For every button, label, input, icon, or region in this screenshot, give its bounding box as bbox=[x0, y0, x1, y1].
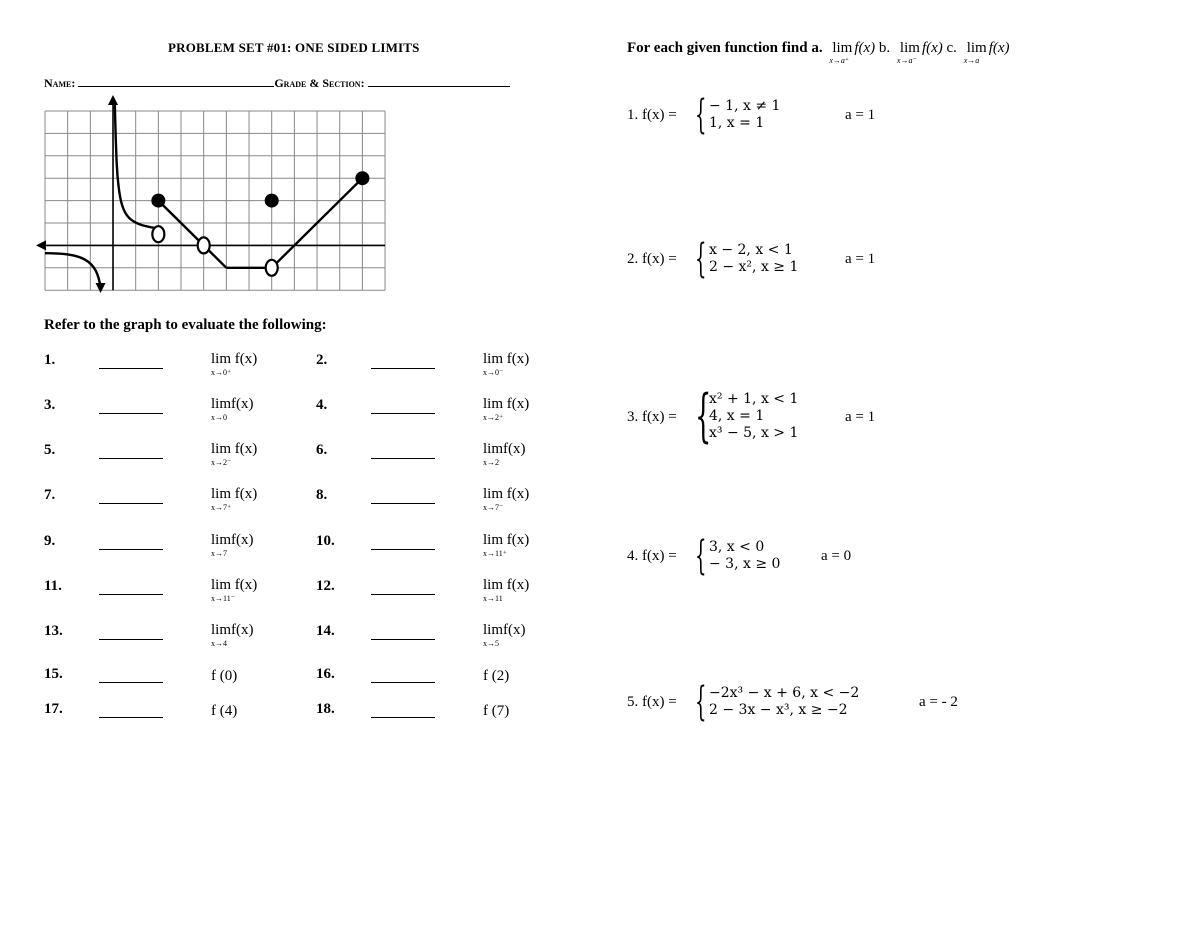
piecewise-function-1 bbox=[627, 92, 987, 138]
limit-subscript: x→2⁻ bbox=[211, 458, 232, 467]
a-value: a = 1 bbox=[845, 251, 876, 267]
c-label: c. bbox=[946, 40, 957, 56]
grade-section-label: Grade & Section: bbox=[274, 76, 365, 90]
function-case: 2 − 3x − x³, x ≥ −2 bbox=[709, 702, 848, 718]
limit-subscript: x→11 bbox=[483, 594, 503, 603]
open-point bbox=[266, 260, 278, 276]
piecewise-function-2 bbox=[627, 236, 987, 282]
problem-number: 2. bbox=[316, 352, 328, 368]
function-case: 1, x = 1 bbox=[709, 115, 765, 131]
piecewise-function-3 bbox=[627, 383, 987, 449]
right-heading-text: For each given function find a. bbox=[627, 40, 823, 56]
problem-number: 1. bbox=[44, 352, 56, 368]
limit-expression bbox=[483, 622, 526, 648]
answer-blank[interactable] bbox=[371, 503, 435, 504]
problem-number: 13. bbox=[44, 623, 63, 639]
right-heading bbox=[627, 40, 1010, 65]
name-grade-row bbox=[44, 76, 510, 91]
piecewise-brace: { bbox=[695, 533, 707, 579]
function-case: 4, x = 1 bbox=[709, 408, 765, 424]
answer-blank[interactable] bbox=[99, 458, 163, 459]
expression-text: limf(x) bbox=[211, 396, 254, 412]
expression-text: limf(x) bbox=[483, 622, 526, 638]
closed-point bbox=[355, 171, 369, 185]
a-value: a = 1 bbox=[845, 107, 876, 123]
instruction-text: Refer to the graph to evaluate the following: bbox=[44, 317, 327, 333]
answer-blank[interactable] bbox=[371, 549, 435, 550]
limit-subscript: x→2⁺ bbox=[483, 413, 504, 422]
expression-text: lim f(x) bbox=[483, 532, 530, 548]
answer-blank[interactable] bbox=[99, 503, 163, 504]
answer-blank[interactable] bbox=[99, 717, 163, 718]
limit-expression bbox=[211, 396, 254, 422]
problem-number: 18. bbox=[316, 701, 335, 717]
problem-number: 10. bbox=[316, 533, 335, 549]
limit-expression bbox=[211, 577, 258, 603]
expression-text: lim f(x) bbox=[211, 351, 258, 367]
expression-text: limf(x) bbox=[211, 532, 254, 548]
x-axis-arrow bbox=[36, 240, 46, 250]
answer-blank[interactable] bbox=[99, 639, 163, 640]
function-case: x³ − 5, x > 1 bbox=[709, 425, 799, 441]
lim-b-fx: f(x) bbox=[921, 40, 943, 56]
expression-text: lim f(x) bbox=[211, 577, 258, 593]
limit-subscript: x→0⁺ bbox=[211, 368, 232, 377]
closed-point bbox=[151, 194, 165, 208]
limit-subscript: x→0 bbox=[211, 413, 227, 422]
problem-number: 9. bbox=[44, 533, 56, 549]
open-point bbox=[152, 226, 164, 242]
limit-expression bbox=[483, 396, 530, 422]
problem-number: 15. bbox=[44, 666, 63, 682]
problem-number: 3. bbox=[44, 397, 56, 413]
lim-b: lim x→a⁻ bbox=[896, 40, 920, 65]
answer-blank[interactable] bbox=[371, 413, 435, 414]
piecewise-brace: { bbox=[695, 92, 707, 138]
asymptote-curve-right bbox=[115, 104, 159, 228]
answer-blank[interactable] bbox=[99, 549, 163, 550]
expression-text: lim f(x) bbox=[483, 577, 530, 593]
function-case: x − 2, x < 1 bbox=[709, 242, 793, 258]
answer-blank[interactable] bbox=[371, 639, 435, 640]
name-field[interactable] bbox=[78, 76, 274, 87]
closed-point bbox=[265, 194, 279, 208]
limit-expression bbox=[483, 577, 530, 603]
lim-a-fx: f(x) bbox=[854, 40, 876, 56]
lim-c-fx: f(x) bbox=[988, 40, 1010, 56]
limit-expression bbox=[211, 441, 258, 467]
limit-expression bbox=[211, 622, 254, 648]
problem-number: 4. bbox=[316, 397, 328, 413]
problem-number: 6. bbox=[316, 442, 328, 458]
function-label: 3. f(x) = bbox=[627, 408, 677, 425]
expression-text: lim f(x) bbox=[483, 486, 530, 502]
limit-expression bbox=[211, 351, 258, 377]
limit-expression bbox=[483, 351, 530, 377]
piecewise-brace: { bbox=[695, 383, 712, 449]
function-label: 2. f(x) = bbox=[627, 251, 677, 267]
lim-a: lim x→a⁺ bbox=[829, 40, 853, 65]
function-value-expression bbox=[483, 703, 509, 720]
limit-subscript: x→11⁻ bbox=[211, 594, 235, 603]
function-case: 3, x < 0 bbox=[709, 539, 765, 555]
limit-subscript: x→7 bbox=[211, 549, 227, 558]
lim-b-sub: x→a⁻ bbox=[896, 56, 917, 65]
piecewise-brace: { bbox=[695, 236, 707, 282]
limit-subscript: x→7⁻ bbox=[483, 503, 504, 512]
expression-text: f (2) bbox=[483, 668, 510, 684]
answer-blank[interactable] bbox=[99, 682, 163, 683]
problem-number: 11. bbox=[44, 578, 62, 594]
answer-blank[interactable] bbox=[371, 458, 435, 459]
answer-blank[interactable] bbox=[99, 594, 163, 595]
answer-blank[interactable] bbox=[371, 717, 435, 718]
expression-text: lim f(x) bbox=[483, 351, 530, 367]
function-graph bbox=[34, 94, 394, 299]
name-label: Name: bbox=[44, 76, 76, 90]
answer-blank[interactable] bbox=[99, 413, 163, 414]
a-value: a = - 2 bbox=[919, 694, 958, 710]
lim-c: lim x→a bbox=[963, 40, 987, 65]
answer-blank[interactable] bbox=[371, 368, 435, 369]
function-label: 1. f(x) = bbox=[627, 107, 677, 123]
function-label: 4. f(x) = bbox=[627, 548, 677, 564]
limit-subscript: x→2 bbox=[483, 458, 499, 467]
a-value: a = 0 bbox=[821, 548, 852, 564]
limit-subscript: x→11⁺ bbox=[483, 549, 507, 558]
b-label: b. bbox=[878, 40, 891, 56]
lim-c-sub: x→a bbox=[963, 56, 980, 65]
problem-number: 5. bbox=[44, 442, 56, 458]
expression-text: f (4) bbox=[211, 703, 238, 719]
limit-expression bbox=[211, 532, 254, 558]
answer-blank[interactable] bbox=[371, 682, 435, 683]
problem-number: 16. bbox=[316, 666, 335, 682]
problem-number: 17. bbox=[44, 701, 63, 717]
function-case: − 3, x ≥ 0 bbox=[709, 556, 781, 572]
expression-text: limf(x) bbox=[483, 441, 526, 457]
curve-arrow-down bbox=[96, 283, 106, 293]
limit-subscript: x→5 bbox=[483, 639, 499, 648]
worksheet-title: PROBLEM SET #01: ONE SIDED LIMITS bbox=[168, 40, 420, 55]
expression-text: lim f(x) bbox=[211, 441, 258, 457]
lim-a-sub: x→a⁺ bbox=[829, 56, 850, 65]
expression-text: limf(x) bbox=[211, 622, 254, 638]
problem-number: 8. bbox=[316, 487, 328, 503]
limit-expression bbox=[483, 441, 526, 467]
limit-subscript: x→0⁻ bbox=[483, 368, 504, 377]
piecewise-brace: { bbox=[695, 679, 707, 725]
expression-text: f (7) bbox=[483, 703, 510, 719]
function-value-expression bbox=[211, 703, 237, 720]
function-value-expression bbox=[483, 668, 509, 685]
grade-section-field[interactable] bbox=[368, 76, 510, 87]
graph-grid bbox=[45, 111, 385, 290]
answer-blank[interactable] bbox=[99, 368, 163, 369]
piecewise-function-5 bbox=[627, 679, 987, 725]
function-value-expression bbox=[211, 668, 237, 685]
limit-expression bbox=[483, 532, 530, 558]
expression-text: lim f(x) bbox=[483, 396, 530, 412]
problem-number: 12. bbox=[316, 578, 335, 594]
function-case: − 1, x ≠ 1 bbox=[709, 98, 781, 114]
answer-blank[interactable] bbox=[371, 594, 435, 595]
limit-expression bbox=[483, 486, 530, 512]
a-value: a = 1 bbox=[845, 408, 876, 425]
asymptote-curve-left bbox=[45, 253, 101, 288]
limit-expression bbox=[211, 486, 258, 512]
piecewise-function-4 bbox=[627, 533, 987, 579]
function-label: 5. f(x) = bbox=[627, 694, 677, 710]
open-point bbox=[198, 237, 210, 253]
problem-number: 14. bbox=[316, 623, 335, 639]
limit-subscript: x→7⁺ bbox=[211, 503, 232, 512]
limit-subscript: x→4 bbox=[211, 639, 227, 648]
y-axis-arrow bbox=[108, 95, 118, 105]
function-case: x² + 1, x < 1 bbox=[709, 391, 799, 407]
expression-text: lim f(x) bbox=[211, 486, 258, 502]
function-case: −2x³ − x + 6, x < −2 bbox=[709, 685, 860, 701]
expression-text: f (0) bbox=[211, 668, 238, 684]
problem-number: 7. bbox=[44, 487, 56, 503]
function-case: 2 − x², x ≥ 1 bbox=[709, 259, 799, 275]
